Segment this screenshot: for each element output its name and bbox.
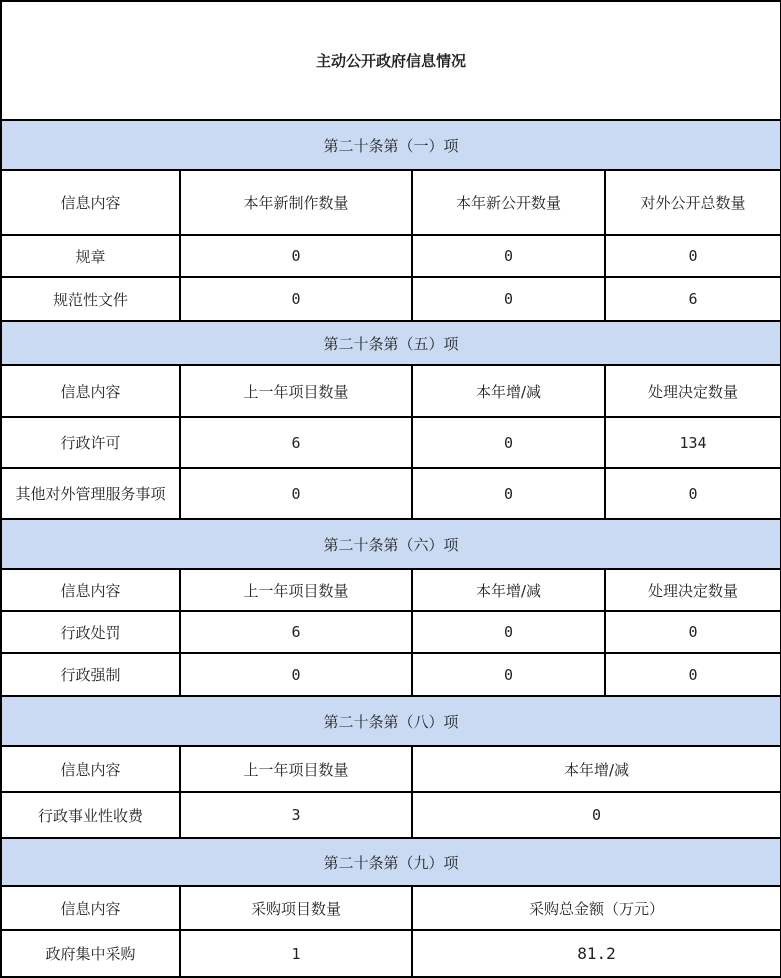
cell-value: 0 xyxy=(412,277,605,321)
section-row-5 xyxy=(1,321,781,365)
cell-value: 0 xyxy=(412,468,605,519)
cell-value: 0 xyxy=(180,468,412,519)
table-row xyxy=(1,468,781,519)
column-header: 上一年项目数量 xyxy=(180,746,412,792)
row-label: 政府集中采购 xyxy=(1,930,180,977)
column-header: 处理决定数量 xyxy=(605,569,781,611)
header-row xyxy=(1,746,781,792)
column-header: 采购项目数量 xyxy=(180,886,412,930)
row-label: 行政处罚 xyxy=(1,611,180,653)
cell-value: 134 xyxy=(605,417,781,468)
column-header: 信息内容 xyxy=(1,746,180,792)
section-row-9 xyxy=(1,838,781,886)
column-header: 本年新公开数量 xyxy=(412,170,605,235)
header-row xyxy=(1,886,781,930)
row-label: 行政许可 xyxy=(1,417,180,468)
cell-value: 3 xyxy=(180,792,412,838)
column-header: 处理决定数量 xyxy=(605,365,781,417)
column-header: 信息内容 xyxy=(1,886,180,930)
column-header: 本年增/减 xyxy=(412,746,781,792)
column-header: 采购总金额（万元） xyxy=(412,886,781,930)
row-label: 规章 xyxy=(1,235,180,277)
section-heading: 第二十条第（八）项 xyxy=(1,696,781,746)
cell-value: 0 xyxy=(605,468,781,519)
row-label: 规范性文件 xyxy=(1,277,180,321)
column-header: 上一年项目数量 xyxy=(180,365,412,417)
header-row xyxy=(1,365,781,417)
section-heading: 第二十条第（五）项 xyxy=(1,321,781,365)
cell-value: 6 xyxy=(180,417,412,468)
section-row-6 xyxy=(1,519,781,569)
cell-value: 0 xyxy=(605,611,781,653)
column-header: 对外公开总数量 xyxy=(605,170,781,235)
cell-value: 0 xyxy=(605,653,781,696)
table-row xyxy=(1,653,781,696)
cell-value: 1 xyxy=(180,930,412,977)
cell-value: 6 xyxy=(180,611,412,653)
column-header: 本年新制作数量 xyxy=(180,170,412,235)
column-header: 信息内容 xyxy=(1,569,180,611)
section-row-8 xyxy=(1,696,781,746)
cell-value: 0 xyxy=(180,235,412,277)
cell-value: 0 xyxy=(605,235,781,277)
column-header: 信息内容 xyxy=(1,365,180,417)
cell-value: 0 xyxy=(412,653,605,696)
row-label: 行政强制 xyxy=(1,653,180,696)
cell-value: 0 xyxy=(412,235,605,277)
row-label: 其他对外管理服务事项 xyxy=(1,468,180,519)
table-row xyxy=(1,611,781,653)
table-row xyxy=(1,277,781,321)
section-heading: 第二十条第（一）项 xyxy=(1,120,781,170)
column-header: 本年增/减 xyxy=(412,365,605,417)
title-row xyxy=(1,1,781,120)
table-title: 主动公开政府信息情况 xyxy=(1,1,781,120)
cell-value: 0 xyxy=(412,792,781,838)
section-heading: 第二十条第（六）项 xyxy=(1,519,781,569)
column-header: 本年增/减 xyxy=(412,569,605,611)
table-row xyxy=(1,417,781,468)
row-label: 行政事业性收费 xyxy=(1,792,180,838)
column-header: 上一年项目数量 xyxy=(180,569,412,611)
cell-value: 0 xyxy=(412,611,605,653)
table-row xyxy=(1,235,781,277)
cell-value: 81.2 xyxy=(412,930,781,977)
table-row xyxy=(1,792,781,838)
cell-value: 0 xyxy=(180,653,412,696)
cell-value: 0 xyxy=(412,417,605,468)
section-row-1 xyxy=(1,120,781,170)
header-row xyxy=(1,569,781,611)
header-row xyxy=(1,170,781,235)
cell-value: 6 xyxy=(605,277,781,321)
column-header: 信息内容 xyxy=(1,170,180,235)
section-heading: 第二十条第（九）项 xyxy=(1,838,781,886)
cell-value: 0 xyxy=(180,277,412,321)
table-row xyxy=(1,930,781,977)
